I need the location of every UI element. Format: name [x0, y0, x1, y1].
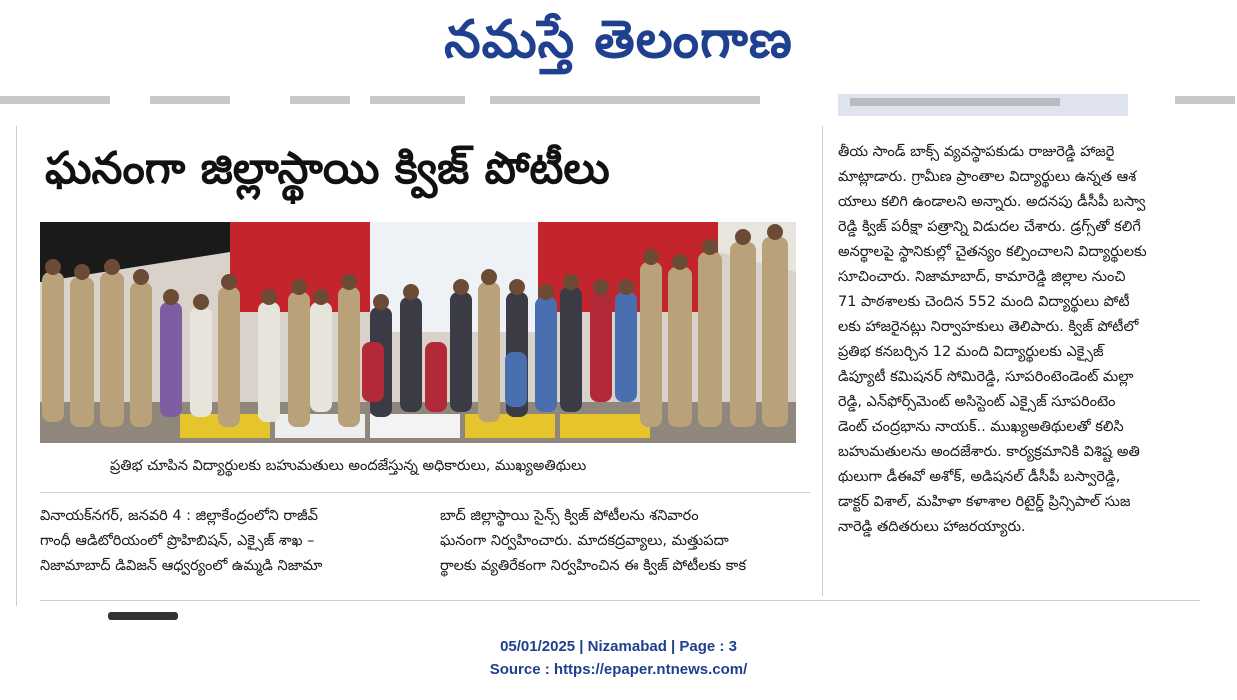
- body-line: రెడ్డి క్విజ్ పరీక్షా పత్రాన్ని విడుదల చేశారు. డ్రగ్స్‌తో కలిగే: [838, 219, 1141, 235]
- body-line: తీయ సాండ్ బాక్స్ వ్యవస్థాపకుడు రాజురెడ్డి హాజరై: [838, 144, 1115, 160]
- photo-caption: ప్రతిభ చూపిన విద్యార్థులకు బహుమతులు అందజేస్తున్న అధికారులు, ముఖ్యఅతిథులు: [110, 458, 587, 474]
- article-headline: ఘనంగా జిల్లాస్థాయి క్విజ్ పోటీలు: [45, 143, 610, 194]
- body-line: ర్థాలకు వ్యతిరేకంగా నిర్వహించిన ఈ క్విజ్ పోటీలకు కాక: [440, 558, 747, 574]
- body-line: థులుగా డీఈవో అశోక్, అడిషనల్ డీసీపీ బస్వారెడ్డి,: [838, 469, 1121, 485]
- body-line: రెడ్డి, ఎన్‌ఫోర్స్‌మెంట్ అసిస్టెంట్ ఎక్సైజ్ సూపరింటెం: [838, 394, 1116, 410]
- body-line: ప్రతిభ కనబర్చిన 12 మంది విద్యార్థులకు ఎక్సైజ్: [838, 344, 1104, 360]
- body-line: మాట్లాడారు. గ్రామీణ ప్రాంతాల విద్యార్థులు ఉన్నత ఆశ: [838, 169, 1137, 185]
- body-line: నిజామాబాద్ డివిజన్ ఆధ్వర్యంలో ఉమ్మడి నిజామా: [40, 558, 323, 574]
- footer-source-link[interactable]: Source : https://epaper.ntnews.com/: [489, 661, 748, 678]
- masthead-logo: నమస్తే తెలంగాణ: [444, 10, 793, 70]
- body-line: లకు హాజరైనట్లు నిర్వాహకులు తెలిపారు. క్విజ్ పోటీలో: [838, 319, 1139, 335]
- body-line: బహుమతులను అందజేశారు. కార్యక్రమానికి విశిష్ట అతి: [838, 444, 1140, 460]
- body-line: నారెడ్డి తదితరులు హాజరయ్యారు.: [838, 519, 1026, 535]
- body-line: డాక్టర్ విశాల్, మహిళా కళాశాల రిటైర్డ్ ప్రిన్సిపాల్ సుజ: [838, 494, 1131, 510]
- body-line: డిప్యూటీ కమిషనర్ సోమిరెడ్డి, సూపరింటెండెంట్ మల్లా: [838, 369, 1134, 385]
- body-line: అనర్థాలపై స్థానికుల్లో చైతన్యం కల్పించాలని విద్యార్థులకు: [838, 244, 1147, 260]
- body-line: వినాయక్‌నగర్, జనవరి 4 : జిల్లాకేంద్రంలోని రాజీవ్: [40, 508, 318, 524]
- body-line: సూచించారు. నిజామాబాద్, కామారెడ్డి జిల్లాల నుంచి: [838, 269, 1126, 285]
- cropped-next-article-mark: [108, 612, 178, 620]
- article-body-column-a: [40, 504, 420, 579]
- caption-rule: [40, 492, 810, 493]
- body-line: ఘనంగా నిర్వహించారు. మాదకద్రవ్యాలు, మత్తుపదా: [440, 533, 729, 549]
- article-body-right-column: [838, 140, 1220, 540]
- body-line: గాంధీ ఆడిటోరియంలో ప్రొహిబిషన్, ఎక్సైజ్ శాఖ –: [40, 533, 315, 549]
- column-rule-left: [16, 126, 17, 606]
- body-line: డెంట్ చంద్రభాను నాయక్.. ముఖ్యఅతిథులతో కలిసి: [838, 419, 1124, 435]
- footer-date-edition: 05/01/2025 | Nizamabad | Page : 3: [500, 638, 737, 655]
- event-photo: [40, 222, 796, 443]
- body-line: బాద్ జిల్లాస్థాయి సైన్స్ క్విజ్ పోటీలను శనివారం: [440, 508, 699, 524]
- bottom-rule: [40, 600, 1200, 601]
- article-body-column-b: [440, 504, 810, 579]
- cropped-text-strip: [0, 92, 1237, 116]
- body-line: యాలు కలిగి ఉండాలని అన్నారు. అదనపు డీసీపీ బస్వా: [838, 194, 1146, 210]
- body-line: 71 పాఠశాలకు చెందిన 552 మంది విద్యార్థులు పోటీ: [838, 294, 1130, 310]
